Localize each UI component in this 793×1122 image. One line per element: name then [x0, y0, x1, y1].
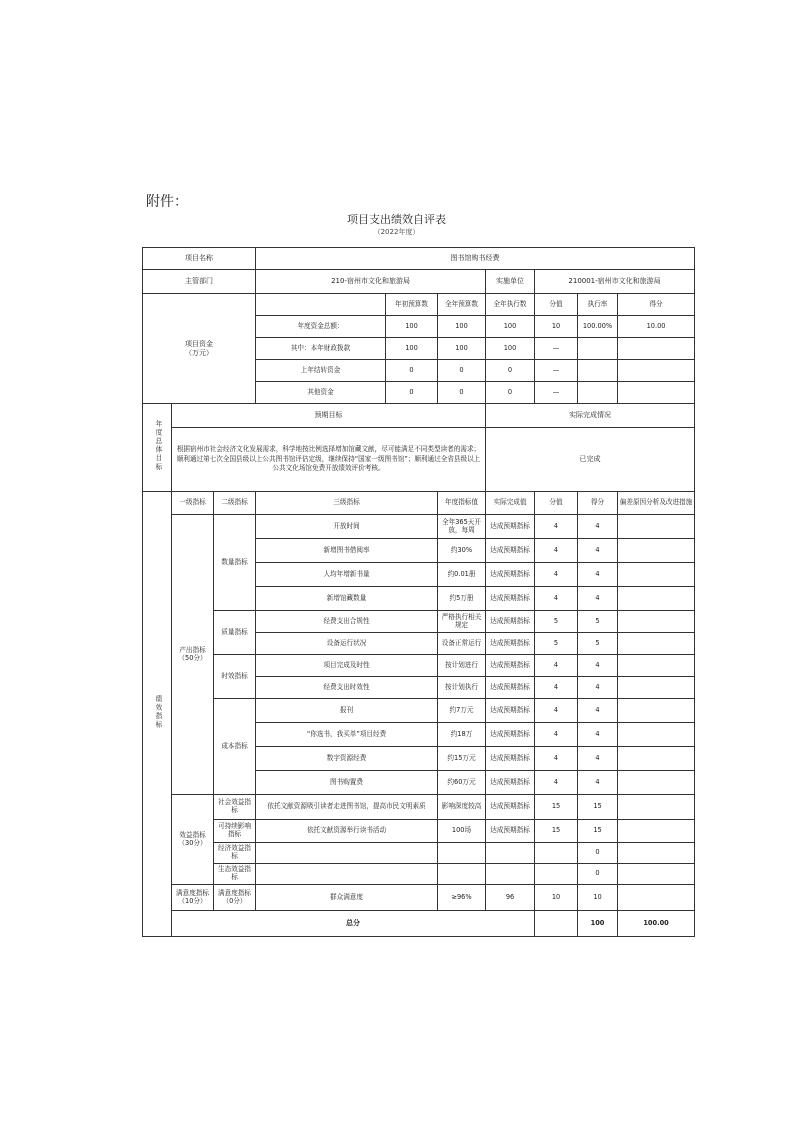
indicator-level2: 可持续影响指标	[214, 820, 256, 843]
indicator-target: 100场	[438, 820, 486, 843]
funds-score-value: —	[535, 360, 578, 382]
perf-col-deviation: 偏差原因分析及改进措施	[618, 492, 695, 515]
indicator-row	[143, 611, 695, 633]
perf-col-score: 得分	[578, 492, 618, 515]
indicator-deviation	[618, 563, 695, 587]
funds-col-annual: 全年预算数	[438, 294, 486, 316]
indicator-score: 4	[578, 563, 618, 587]
indicator-deviation	[618, 843, 695, 864]
total-label: 总分	[172, 911, 535, 937]
indicator-target: 约0.01册	[438, 563, 486, 587]
indicator-value: 10	[535, 885, 578, 911]
indicator-actual: 达成预期指标	[486, 699, 535, 723]
funds-score-value: —	[535, 338, 578, 360]
year-subtitle: （2022年度）	[373, 228, 420, 236]
indicator-name: 依托文献资源举行读书活动	[256, 820, 438, 843]
funds-score	[618, 338, 695, 360]
indicator-name: 数字资源经费	[256, 747, 438, 771]
indicator-name: 图书购置费	[256, 771, 438, 795]
indicator-actual: 达成预期指标	[486, 515, 535, 539]
indicator-score: 4	[578, 655, 618, 677]
indicator-name: 经费支出合规性	[256, 611, 438, 633]
perf-side-label: 绩效指标	[143, 492, 172, 937]
indicator-deviation	[618, 771, 695, 795]
indicator-value: 4	[535, 771, 578, 795]
indicator-value	[535, 864, 578, 885]
funds-col-rate: 执行率	[578, 294, 618, 316]
indicator-level2: 质量指标	[214, 611, 256, 655]
funds-row-label: 其他资金	[256, 382, 386, 404]
funds-label: 项目资金 （万元）	[143, 294, 256, 404]
indicator-score: 4	[578, 587, 618, 611]
indicator-score: 15	[578, 820, 618, 843]
indicator-actual: 达成预期指标	[486, 633, 535, 655]
indicator-level2: 生态效益指标	[214, 864, 256, 885]
indicator-actual: 达成预期指标	[486, 771, 535, 795]
indicator-actual: 达成预期指标	[486, 723, 535, 747]
indicator-target: 约15万元	[438, 747, 486, 771]
funds-rate	[578, 360, 618, 382]
indicator-score: 4	[578, 677, 618, 699]
total-blank	[535, 911, 578, 937]
total-value: 100	[578, 911, 618, 937]
indicator-level2: 满意度指标（0分）	[214, 885, 256, 911]
indicator-target: 严格执行相关规定	[438, 611, 486, 633]
funds-row-label: 其中：本年财政拨款	[256, 338, 386, 360]
indicator-target: 约18万	[438, 723, 486, 747]
funds-score: 10.00	[618, 316, 695, 338]
indicator-deviation	[618, 587, 695, 611]
indicator-name: 人均年增新书量	[256, 563, 438, 587]
indicator-name: 新增图书借阅率	[256, 539, 438, 563]
indicator-value: 5	[535, 611, 578, 633]
expected-goal-header: 预期目标	[172, 404, 486, 428]
indicator-name: 报刊	[256, 699, 438, 723]
indicator-name: 设备运行状况	[256, 633, 438, 655]
indicator-row	[143, 655, 695, 677]
funds-initial: 0	[386, 360, 438, 382]
funds-initial: 100	[386, 338, 438, 360]
goals-header-row	[143, 404, 695, 428]
perf-col-level1: 一级指标	[172, 492, 214, 515]
indicator-score: 10	[578, 885, 618, 911]
indicator-deviation	[618, 723, 695, 747]
indicator-actual: 达成预期指标	[486, 820, 535, 843]
indicator-actual: 达成预期指标	[486, 677, 535, 699]
indicator-row	[143, 795, 695, 820]
funds-row-label: 年度资金总额：	[256, 316, 386, 338]
funds-score	[618, 382, 695, 404]
indicator-row	[143, 515, 695, 539]
indicator-actual	[486, 864, 535, 885]
indicator-actual: 达成预期指标	[486, 563, 535, 587]
indicator-name: 群众满意度	[256, 885, 438, 911]
indicator-deviation	[618, 795, 695, 820]
indicator-target	[438, 843, 486, 864]
indicator-deviation	[618, 885, 695, 911]
indicator-value: 4	[535, 587, 578, 611]
indicator-deviation	[618, 864, 695, 885]
perf-col-target: 年度指标值	[438, 492, 486, 515]
indicator-actual	[486, 843, 535, 864]
funds-col-initial: 年初预算数	[386, 294, 438, 316]
perf-col-value: 分值	[535, 492, 578, 515]
indicator-name: 项目完成及时性	[256, 655, 438, 677]
indicator-deviation	[618, 655, 695, 677]
indicator-target: 按计划进行	[438, 655, 486, 677]
actual-status-text: 已完成	[486, 428, 695, 492]
indicator-score: 5	[578, 633, 618, 655]
perf-col-actual: 实际完成值	[486, 492, 535, 515]
funds-rate: 100.00%	[578, 316, 618, 338]
funds-executed: 0	[486, 382, 535, 404]
funds-annual: 0	[438, 382, 486, 404]
perf-col-level2: 二级指标	[214, 492, 256, 515]
funds-col-executed: 全年执行数	[486, 294, 535, 316]
funds-blank-header	[256, 294, 386, 316]
funds-rate	[578, 382, 618, 404]
indicator-score: 15	[578, 795, 618, 820]
indicator-name: 经费支出时效性	[256, 677, 438, 699]
indicator-target: 约7万元	[438, 699, 486, 723]
indicator-value	[535, 843, 578, 864]
indicator-score: 4	[578, 723, 618, 747]
indicator-actual: 96	[486, 885, 535, 911]
indicator-level2: 经济效益指标	[214, 843, 256, 864]
indicator-name	[256, 843, 438, 864]
indicator-score: 4	[578, 539, 618, 563]
indicator-value: 4	[535, 515, 578, 539]
funds-annual: 100	[438, 316, 486, 338]
expected-goal-text: 根据宿州市社会经济文化发展需求，科学地按比例选择增加馆藏文献，尽可能满足不同类型读者的需求；顺利通过第七次全国县级以上公共图书馆评估定级，继续保持“国家一级图书馆”；顺利通过全省县级以上公共文化场馆免费开放绩效评价考核。	[172, 428, 486, 492]
total-row	[143, 911, 695, 937]
indicator-score: 5	[578, 611, 618, 633]
indicator-row	[143, 864, 695, 885]
indicator-deviation	[618, 515, 695, 539]
indicator-actual: 达成预期指标	[486, 539, 535, 563]
indicator-row	[143, 820, 695, 843]
goals-content-row	[143, 428, 695, 492]
indicator-target: 按计划执行	[438, 677, 486, 699]
department-label: 主管部门	[143, 270, 256, 294]
indicator-deviation	[618, 611, 695, 633]
indicator-name: “你选书，我买单”项目经费	[256, 723, 438, 747]
project-name-label: 项目名称	[143, 248, 256, 270]
funds-executed: 0	[486, 360, 535, 382]
indicator-deviation	[618, 747, 695, 771]
perf-header-row	[143, 492, 695, 515]
funds-executed: 100	[486, 316, 535, 338]
indicator-value: 4	[535, 563, 578, 587]
indicator-value: 5	[535, 633, 578, 655]
indicator-deviation	[618, 539, 695, 563]
implementer-value: 210001-宿州市文化和旅游局	[535, 270, 695, 294]
indicator-value: 4	[535, 677, 578, 699]
output-indicator-label: 产出指标 （50分）	[172, 515, 214, 795]
implementer-label: 实施单位	[486, 270, 535, 294]
funds-executed: 100	[486, 338, 535, 360]
funds-annual: 100	[438, 338, 486, 360]
indicator-value: 15	[535, 820, 578, 843]
department-value: 210-宿州市文化和旅游局	[256, 270, 486, 294]
project-name-value: 图书馆购书经费	[256, 248, 695, 270]
indicator-target	[438, 864, 486, 885]
indicator-score: 0	[578, 864, 618, 885]
indicator-actual: 达成预期指标	[486, 747, 535, 771]
funds-row-label: 上年结转资金	[256, 360, 386, 382]
indicator-value: 15	[535, 795, 578, 820]
funds-initial: 0	[386, 382, 438, 404]
indicator-value: 4	[535, 655, 578, 677]
indicator-deviation	[618, 677, 695, 699]
indicator-target: 全年365天开放，每周	[438, 515, 486, 539]
indicator-score: 4	[578, 515, 618, 539]
funds-score	[618, 360, 695, 382]
indicator-name: 依托文献资源吸引读者走进图书馆，提高市民文明素质	[256, 795, 438, 820]
indicator-name: 新增馆藏数量	[256, 587, 438, 611]
indicator-deviation	[618, 699, 695, 723]
funds-header-row	[143, 294, 695, 316]
indicator-row	[143, 843, 695, 864]
indicator-value: 4	[535, 747, 578, 771]
indicator-actual: 达成预期指标	[486, 795, 535, 820]
indicator-level2: 时效指标	[214, 655, 256, 699]
indicator-actual: 达成预期指标	[486, 655, 535, 677]
benefit-indicator-label: 效益指标 （30分）	[172, 795, 214, 885]
department-row	[143, 270, 695, 294]
funds-score-value: —	[535, 382, 578, 404]
funds-col-score-value: 分值	[535, 294, 578, 316]
actual-status-header: 实际完成情况	[486, 404, 695, 428]
satisfaction-indicator-label: 满意度指标（10分）	[172, 885, 214, 911]
perf-col-level3: 三级指标	[256, 492, 438, 515]
indicator-deviation	[618, 820, 695, 843]
indicator-level2: 数量指标	[214, 515, 256, 611]
indicator-row	[143, 699, 695, 723]
indicator-target: 约5万册	[438, 587, 486, 611]
indicator-deviation	[618, 633, 695, 655]
funds-annual: 0	[438, 360, 486, 382]
funds-col-score: 得分	[618, 294, 695, 316]
indicator-value: 4	[535, 723, 578, 747]
indicator-name: 开放时间	[256, 515, 438, 539]
indicator-level2: 成本指标	[214, 699, 256, 795]
indicator-target: 影响深度较高	[438, 795, 486, 820]
indicator-name	[256, 864, 438, 885]
indicator-value: 4	[535, 699, 578, 723]
evaluation-table	[142, 247, 695, 937]
indicator-row	[143, 885, 695, 911]
funds-rate	[578, 338, 618, 360]
indicator-actual: 达成预期指标	[486, 611, 535, 633]
page-title: 项目支出绩效自评表	[347, 213, 446, 226]
indicator-value: 4	[535, 539, 578, 563]
indicator-target: 设备正常运行	[438, 633, 486, 655]
indicator-score: 4	[578, 771, 618, 795]
total-score: 100.00	[618, 911, 695, 937]
indicator-score: 4	[578, 747, 618, 771]
indicator-actual: 达成预期指标	[486, 587, 535, 611]
funds-initial: 100	[386, 316, 438, 338]
indicator-target: 约60万元	[438, 771, 486, 795]
goals-side-label: 年度总体目标	[143, 404, 172, 492]
funds-score-value: 10	[535, 316, 578, 338]
indicator-score: 4	[578, 699, 618, 723]
indicator-score: 0	[578, 843, 618, 864]
indicator-target: ≥96%	[438, 885, 486, 911]
indicator-level2: 社会效益指标	[214, 795, 256, 820]
project-name-row	[143, 248, 695, 270]
attachment-label: 附件：	[146, 194, 188, 210]
indicator-target: 约30%	[438, 539, 486, 563]
